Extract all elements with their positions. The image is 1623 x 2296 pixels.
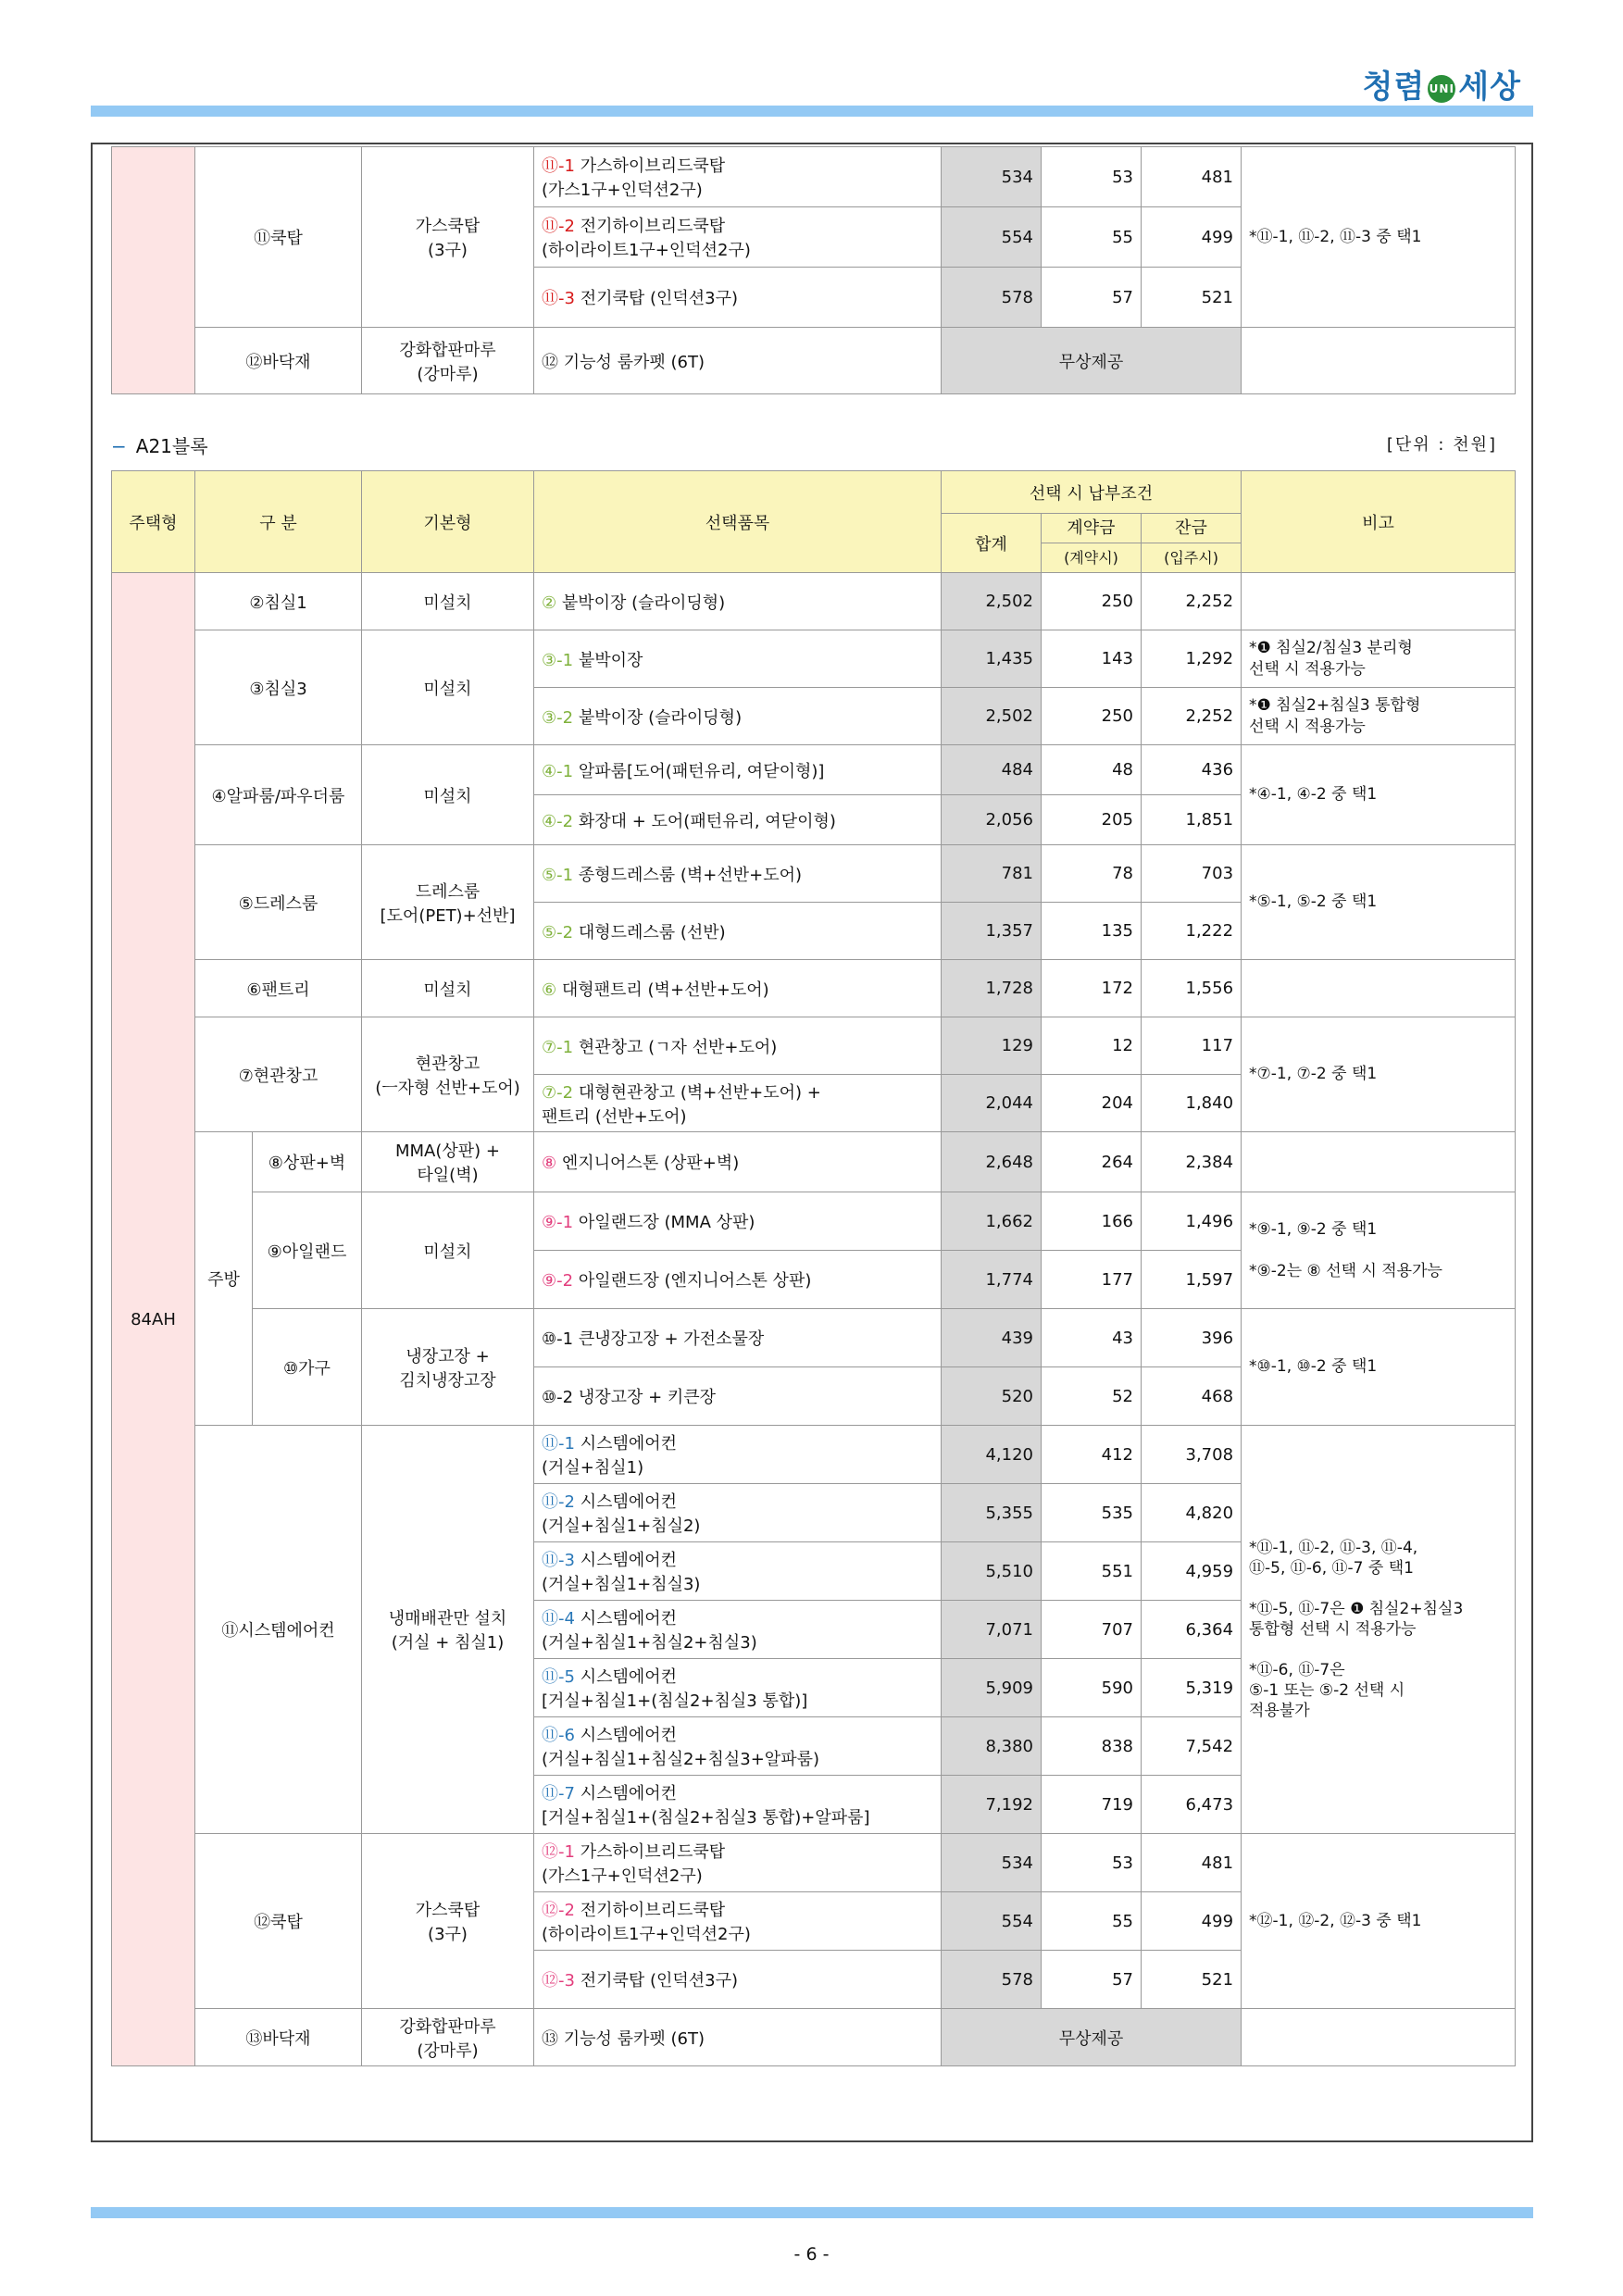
table-row	[112, 845, 1516, 903]
item-text: 대형현관창고 (벽+선반+도어) + 팬트리 (선반+도어)	[542, 1082, 821, 1127]
deposit-cell: 12	[1042, 1017, 1142, 1075]
option-item	[534, 1132, 942, 1192]
note-cell	[1242, 960, 1516, 1017]
brand-emblem: UNI	[1428, 75, 1455, 103]
note-cell	[1242, 2009, 1516, 2066]
header-category: 구 분	[195, 471, 362, 573]
option-item	[534, 1251, 942, 1309]
balance-cell: 481	[1142, 147, 1242, 207]
category-cell: ⑬바닥재	[195, 2009, 362, 2066]
item-no: ③-1	[542, 650, 574, 670]
balance-cell: 1,556	[1142, 960, 1242, 1017]
deposit-cell: 55	[1042, 207, 1142, 268]
option-item	[534, 745, 942, 795]
page-number: - 6 -	[793, 2244, 830, 2265]
category-cell: ②침실1	[195, 573, 362, 630]
item-text: 전기쿡탑 (인덕션3구)	[580, 1971, 739, 1990]
total-cell: 7,071	[942, 1601, 1042, 1659]
deposit-cell: 78	[1042, 845, 1142, 903]
category-cell: ⑩가구	[253, 1309, 362, 1426]
total-cell: 2,044	[942, 1075, 1042, 1132]
option-item	[534, 1075, 942, 1132]
item-no: ⑦-2	[542, 1082, 574, 1103]
table-row	[112, 1192, 1516, 1251]
basic-cell: 미설치	[362, 960, 534, 1017]
item-no: ⑪-4	[542, 1609, 575, 1628]
option-item	[534, 328, 942, 394]
option-item	[534, 1542, 942, 1601]
balance-cell: 1,840	[1142, 1075, 1242, 1132]
balance-cell: 499	[1142, 207, 1242, 268]
total-cell: 439	[942, 1309, 1042, 1367]
note-cell: *⑫-1, ⑫-2, ⑫-3 중 택1	[1242, 1834, 1516, 2009]
total-cell: 5,909	[942, 1659, 1042, 1717]
item-text: 아일랜드장 (엔지니어스톤 상판)	[578, 1271, 812, 1291]
item-no: ⑫-2	[542, 1901, 575, 1920]
item-text: 아일랜드장 (MMA 상판)	[578, 1213, 755, 1232]
total-cell: 1,774	[942, 1251, 1042, 1309]
item-text: 엔지니어스톤 (상판+벽)	[561, 1154, 740, 1173]
total-cell: 4,120	[942, 1426, 1042, 1484]
total-cell: 554	[942, 207, 1042, 268]
option-item	[534, 1659, 942, 1717]
header-unit-type: 주택형	[112, 471, 195, 573]
deposit-cell: 135	[1042, 903, 1142, 960]
deposit-cell: 57	[1042, 268, 1142, 328]
basic-cell: MMA(상판) + 타일(벽)	[362, 1132, 534, 1192]
balance-cell: 1,292	[1142, 630, 1242, 688]
basic-cell: 미설치	[362, 1192, 534, 1309]
total-cell: 534	[942, 147, 1042, 207]
total-cell: 578	[942, 268, 1042, 328]
balance-cell: 6,364	[1142, 1601, 1242, 1659]
balance-cell: 4,820	[1142, 1484, 1242, 1542]
total-cell: 5,510	[942, 1542, 1042, 1601]
item-no: ②	[542, 593, 557, 613]
option-item	[534, 1892, 942, 1951]
deposit-cell: 143	[1042, 630, 1142, 688]
total-cell: 2,502	[942, 573, 1042, 630]
deposit-cell: 719	[1042, 1776, 1142, 1834]
total-cell: 554	[942, 1892, 1042, 1951]
basic-cell: 강화합판마루 (강마루)	[362, 328, 534, 394]
item-text: 알파룸[도어(패턴유리, 여닫이형)]	[578, 761, 825, 781]
item-no: ⑦-1	[542, 1037, 574, 1057]
item-text: 가스하이브리드쿡탑 (가스1구+인덕션2구)	[542, 1842, 726, 1886]
footer-rule	[91, 2207, 1533, 2218]
basic-cell: 가스쿡탑 (3구)	[362, 147, 534, 328]
total-cell: 5,355	[942, 1484, 1042, 1542]
balance-cell: 7,542	[1142, 1717, 1242, 1776]
item-no: ⑬	[542, 2028, 558, 2049]
item-text: 시스템에어컨 (거실+침실1+침실2+침실3+알파룸)	[542, 1726, 819, 1769]
total-cell: 1,728	[942, 960, 1042, 1017]
item-no: ⑤-2	[542, 922, 574, 942]
total-cell: 781	[942, 845, 1042, 903]
brand-left: 청렴	[1362, 69, 1426, 106]
item-no: ⑨-2	[542, 1271, 574, 1291]
category-cell: ⑧상판+벽	[253, 1132, 362, 1192]
deposit-cell: 205	[1042, 795, 1142, 845]
deposit-cell: 590	[1042, 1659, 1142, 1717]
top-table	[111, 146, 1516, 394]
item-text: 큰냉장고장 + 가전소물장	[578, 1329, 765, 1349]
item-no: ⑪-1	[542, 156, 575, 176]
item-no: ⑫	[542, 352, 558, 372]
table-row	[112, 1309, 1516, 1367]
balance-cell: 521	[1142, 268, 1242, 328]
item-no: ⑩-1	[542, 1329, 574, 1349]
balance-cell: 1,851	[1142, 795, 1242, 845]
balance-cell: 481	[1142, 1834, 1242, 1892]
option-item	[534, 1834, 942, 1892]
option-item	[534, 1017, 942, 1075]
option-item	[534, 1426, 942, 1484]
balance-cell: 4,959	[1142, 1542, 1242, 1601]
table-row	[112, 2009, 1516, 2066]
deposit-cell: 166	[1042, 1192, 1142, 1251]
option-item	[534, 573, 942, 630]
total-cell: 2,648	[942, 1132, 1042, 1192]
category-cell: ⑪시스템에어컨	[195, 1426, 362, 1834]
header-deposit-label: 계약금	[1042, 514, 1141, 543]
kitchen-cell: 주방	[195, 1132, 253, 1426]
option-item	[534, 207, 942, 268]
note-cell: *⑤-1, ⑤-2 중 택1	[1242, 845, 1516, 960]
balance-cell: 3,708	[1142, 1426, 1242, 1484]
unit-type-cell: 84AH	[112, 573, 195, 2066]
balance-cell: 1,597	[1142, 1251, 1242, 1309]
deposit-cell: 412	[1042, 1426, 1142, 1484]
category-cell: ⑦현관창고	[195, 1017, 362, 1132]
header-balance	[1142, 514, 1242, 573]
item-text: 대형드레스룸 (선반)	[578, 922, 726, 942]
deposit-cell: 707	[1042, 1601, 1142, 1659]
item-no: ⑪-2	[542, 217, 575, 236]
total-cell: 484	[942, 745, 1042, 795]
balance-cell: 117	[1142, 1017, 1242, 1075]
free-cell: 무상제공	[942, 2009, 1242, 2066]
item-no: ⑪-7	[542, 1784, 575, 1803]
option-item	[534, 147, 942, 207]
total-cell: 1,435	[942, 630, 1042, 688]
basic-cell: 미설치	[362, 745, 534, 845]
table-row	[112, 1426, 1516, 1484]
option-item	[534, 1951, 942, 2009]
table-row	[112, 1834, 1516, 1892]
balance-cell: 436	[1142, 745, 1242, 795]
item-no: ⑪-2	[542, 1492, 575, 1512]
note-cell: *❶ 침실2/침실3 분리형 선택 시 적용가능	[1242, 630, 1516, 688]
note-cell: *❶ 침실2+침실3 통합형 선택 시 적용가능	[1242, 688, 1516, 745]
balance-cell: 6,473	[1142, 1776, 1242, 1834]
item-no: ③-2	[542, 707, 574, 728]
basic-cell: 미설치	[362, 573, 534, 630]
option-item	[534, 268, 942, 328]
total-cell: 2,056	[942, 795, 1042, 845]
note-cell: *⑨-1, ⑨-2 중 택1 *⑨-2는 ⑧ 선택 시 적용가능	[1242, 1192, 1516, 1309]
category-cell: ⑫바닥재	[195, 328, 362, 394]
item-no: ⑪-5	[542, 1667, 575, 1687]
basic-cell: 미설치	[362, 630, 534, 745]
table-row	[112, 573, 1516, 630]
category-cell: ⑪쿡탑	[195, 147, 362, 328]
option-item	[534, 1601, 942, 1659]
total-cell: 1,357	[942, 903, 1042, 960]
option-item	[534, 1484, 942, 1542]
deposit-cell: 535	[1042, 1484, 1142, 1542]
item-no: ⑪-3	[542, 289, 575, 308]
note-cell: *⑦-1, ⑦-2 중 택1	[1242, 1017, 1516, 1132]
brand-logo	[1363, 61, 1521, 106]
table-row	[112, 630, 1516, 688]
balance-cell: 521	[1142, 1951, 1242, 2009]
basic-cell: 냉장고장 + 김치냉장고장	[362, 1309, 534, 1426]
item-text: 대형팬트리 (벽+선반+도어)	[561, 980, 769, 1000]
basic-cell: 가스쿡탑 (3구)	[362, 1834, 534, 2009]
header-balance-label: 잔금	[1142, 514, 1241, 543]
item-no: ⑫-1	[542, 1842, 575, 1862]
basic-cell: 드레스룸 [도어(PET)+선반]	[362, 845, 534, 960]
item-text: 붙박이장 (슬라이딩형)	[561, 593, 726, 613]
deposit-cell: 53	[1042, 1834, 1142, 1892]
option-item	[534, 1309, 942, 1367]
balance-cell: 1,222	[1142, 903, 1242, 960]
total-cell: 2,502	[942, 688, 1042, 745]
option-item	[534, 1367, 942, 1426]
unit-label: [단위 : 천원]	[1386, 435, 1497, 455]
header-deposit-sub: (계약시)	[1064, 549, 1118, 567]
item-text: 기능성 룸카펫 (6T)	[563, 352, 705, 372]
category-cell: ⑨아일랜드	[253, 1192, 362, 1309]
balance-cell: 468	[1142, 1367, 1242, 1426]
balance-cell: 703	[1142, 845, 1242, 903]
basic-cell: 냉매배관만 설치 (거실 + 침실1)	[362, 1426, 534, 1834]
note-cell: *⑩-1, ⑩-2 중 택1	[1242, 1309, 1516, 1426]
header-rule	[91, 106, 1533, 117]
item-no: ⑫-3	[542, 1971, 575, 1990]
option-item	[534, 845, 942, 903]
item-text: 시스템에어컨 (거실+침실1+침실3)	[542, 1551, 701, 1594]
note-cell	[1242, 573, 1516, 630]
basic-cell: 현관창고 (ㅡ자형 선반+도어)	[362, 1017, 534, 1132]
deposit-cell: 48	[1042, 745, 1142, 795]
header-option: 선택품목	[534, 471, 942, 573]
deposit-cell: 57	[1042, 1951, 1142, 2009]
option-item	[534, 630, 942, 688]
deposit-cell: 52	[1042, 1367, 1142, 1426]
item-no: ⑪-3	[542, 1551, 575, 1570]
balance-cell: 2,252	[1142, 688, 1242, 745]
item-no: ④-2	[542, 811, 574, 831]
note-cell	[1242, 1132, 1516, 1192]
item-no: ⑪-6	[542, 1726, 575, 1745]
header-basic: 기본형	[362, 471, 534, 573]
option-item	[534, 1776, 942, 1834]
total-cell: 1,662	[942, 1192, 1042, 1251]
item-no: ⑩-2	[542, 1388, 574, 1407]
balance-cell: 396	[1142, 1309, 1242, 1367]
balance-cell: 2,252	[1142, 573, 1242, 630]
category-cell: ⑤드레스룸	[195, 845, 362, 960]
option-item	[534, 688, 942, 745]
option-item	[534, 960, 942, 1017]
category-cell: ⑫쿡탑	[195, 1834, 362, 2009]
item-text: 전기하이브리드쿡탑 (하이라이트1구+인덕션2구)	[542, 1901, 751, 1944]
deposit-cell: 43	[1042, 1309, 1142, 1367]
note-cell: *⑪-1, ⑪-2, ⑪-3 중 택1	[1242, 147, 1516, 328]
item-text: 시스템에어컨 (거실+침실1)	[542, 1434, 678, 1478]
note-cell: *⑪-1, ⑪-2, ⑪-3, ⑪-4, ⑪-5, ⑪-6, ⑪-7 중 택1 *⑪-5, ⑪-7은 ❶ 침실2+침실3 통합형 선택 시 적용가능 *⑪-6, ⑪-7은 ⑤-1 또는 ⑤-2 선택 시 적용불가	[1242, 1426, 1516, 1834]
balance-cell: 499	[1142, 1892, 1242, 1951]
option-item	[534, 1192, 942, 1251]
deposit-cell: 204	[1042, 1075, 1142, 1132]
table-row	[112, 745, 1516, 795]
header-note: 비고	[1242, 471, 1516, 573]
item-text: 전기쿡탑 (인덕션3구)	[580, 289, 739, 308]
deposit-cell: 172	[1042, 960, 1142, 1017]
section-title-text: A21블록	[135, 435, 208, 457]
item-text: 전기하이브리드쿡탑 (하이라이트1구+인덕션2구)	[542, 217, 751, 260]
category-cell: ③침실3	[195, 630, 362, 745]
item-text: 가스하이브리드쿡탑 (가스1구+인덕션2구)	[542, 156, 726, 200]
basic-cell: 강화합판마루 (강마루)	[362, 2009, 534, 2066]
item-text: 시스템에어컨 [거실+침실1+(침실2+침실3 통합)]	[542, 1667, 808, 1711]
header-total: 합계	[942, 514, 1042, 573]
balance-cell: 2,384	[1142, 1132, 1242, 1192]
header-payment: 선택 시 납부조건	[942, 471, 1242, 514]
item-no: ⑨-1	[542, 1213, 574, 1232]
total-cell: 8,380	[942, 1717, 1042, 1776]
item-text: 시스템에어컨 (거실+침실1+침실2)	[542, 1492, 701, 1536]
note-cell	[1242, 328, 1516, 394]
table-row	[112, 1132, 1516, 1192]
item-text: 현관창고 (ㄱ자 선반+도어)	[578, 1037, 778, 1057]
brand-right: 세상	[1458, 69, 1521, 106]
item-text: 시스템에어컨 (거실+침실1+침실2+침실3)	[542, 1609, 757, 1653]
option-item	[534, 2009, 942, 2066]
item-no: ④-1	[542, 761, 574, 781]
category-cell: ④알파룸/파우더룸	[195, 745, 362, 845]
main-table-body	[112, 573, 1516, 2066]
item-text: 기능성 룸카펫 (6T)	[563, 2028, 705, 2049]
item-text: 종형드레스룸 (벽+선반+도어)	[578, 865, 803, 885]
option-item	[534, 903, 942, 960]
deposit-cell: 55	[1042, 1892, 1142, 1951]
deposit-cell: 53	[1042, 147, 1142, 207]
item-text: 붙박이장	[578, 650, 643, 670]
deposit-cell: 250	[1042, 573, 1142, 630]
option-item	[534, 1717, 942, 1776]
item-text: 냉장고장 + 키큰장	[578, 1388, 717, 1407]
item-text: 화장대 + 도어(패턴유리, 여닫이형)	[578, 811, 836, 831]
header-balance-sub: (입주시)	[1164, 549, 1218, 567]
deposit-cell: 838	[1042, 1717, 1142, 1776]
total-cell: 534	[942, 1834, 1042, 1892]
deposit-cell: 551	[1042, 1542, 1142, 1601]
total-cell: 520	[942, 1367, 1042, 1426]
unit-type-cell	[112, 147, 195, 394]
deposit-cell: 177	[1042, 1251, 1142, 1309]
total-cell: 578	[942, 1951, 1042, 2009]
balance-cell: 5,319	[1142, 1659, 1242, 1717]
item-text: 붙박이장 (슬라이딩형)	[578, 707, 743, 728]
category-cell: ⑥팬트리	[195, 960, 362, 1017]
balance-cell: 1,496	[1142, 1192, 1242, 1251]
total-cell: 129	[942, 1017, 1042, 1075]
deposit-cell: 264	[1042, 1132, 1142, 1192]
table-row	[112, 960, 1516, 1017]
item-no: ⑥	[542, 980, 557, 1000]
table-row	[112, 1017, 1516, 1075]
item-no: ⑤-1	[542, 865, 574, 885]
option-item	[534, 795, 942, 845]
deposit-cell: 250	[1042, 688, 1142, 745]
main-table	[111, 470, 1516, 2066]
total-cell: 7,192	[942, 1776, 1042, 1834]
item-no: ⑪-1	[542, 1434, 575, 1454]
item-no: ⑧	[542, 1154, 557, 1173]
note-cell: *④-1, ④-2 중 택1	[1242, 745, 1516, 845]
item-text: 시스템에어컨 [거실+침실1+(침실2+침실3 통합)+알파룸]	[542, 1784, 870, 1828]
free-cell: 무상제공	[942, 328, 1242, 394]
header-deposit	[1042, 514, 1142, 573]
section-title: − A21블록	[111, 435, 208, 457]
